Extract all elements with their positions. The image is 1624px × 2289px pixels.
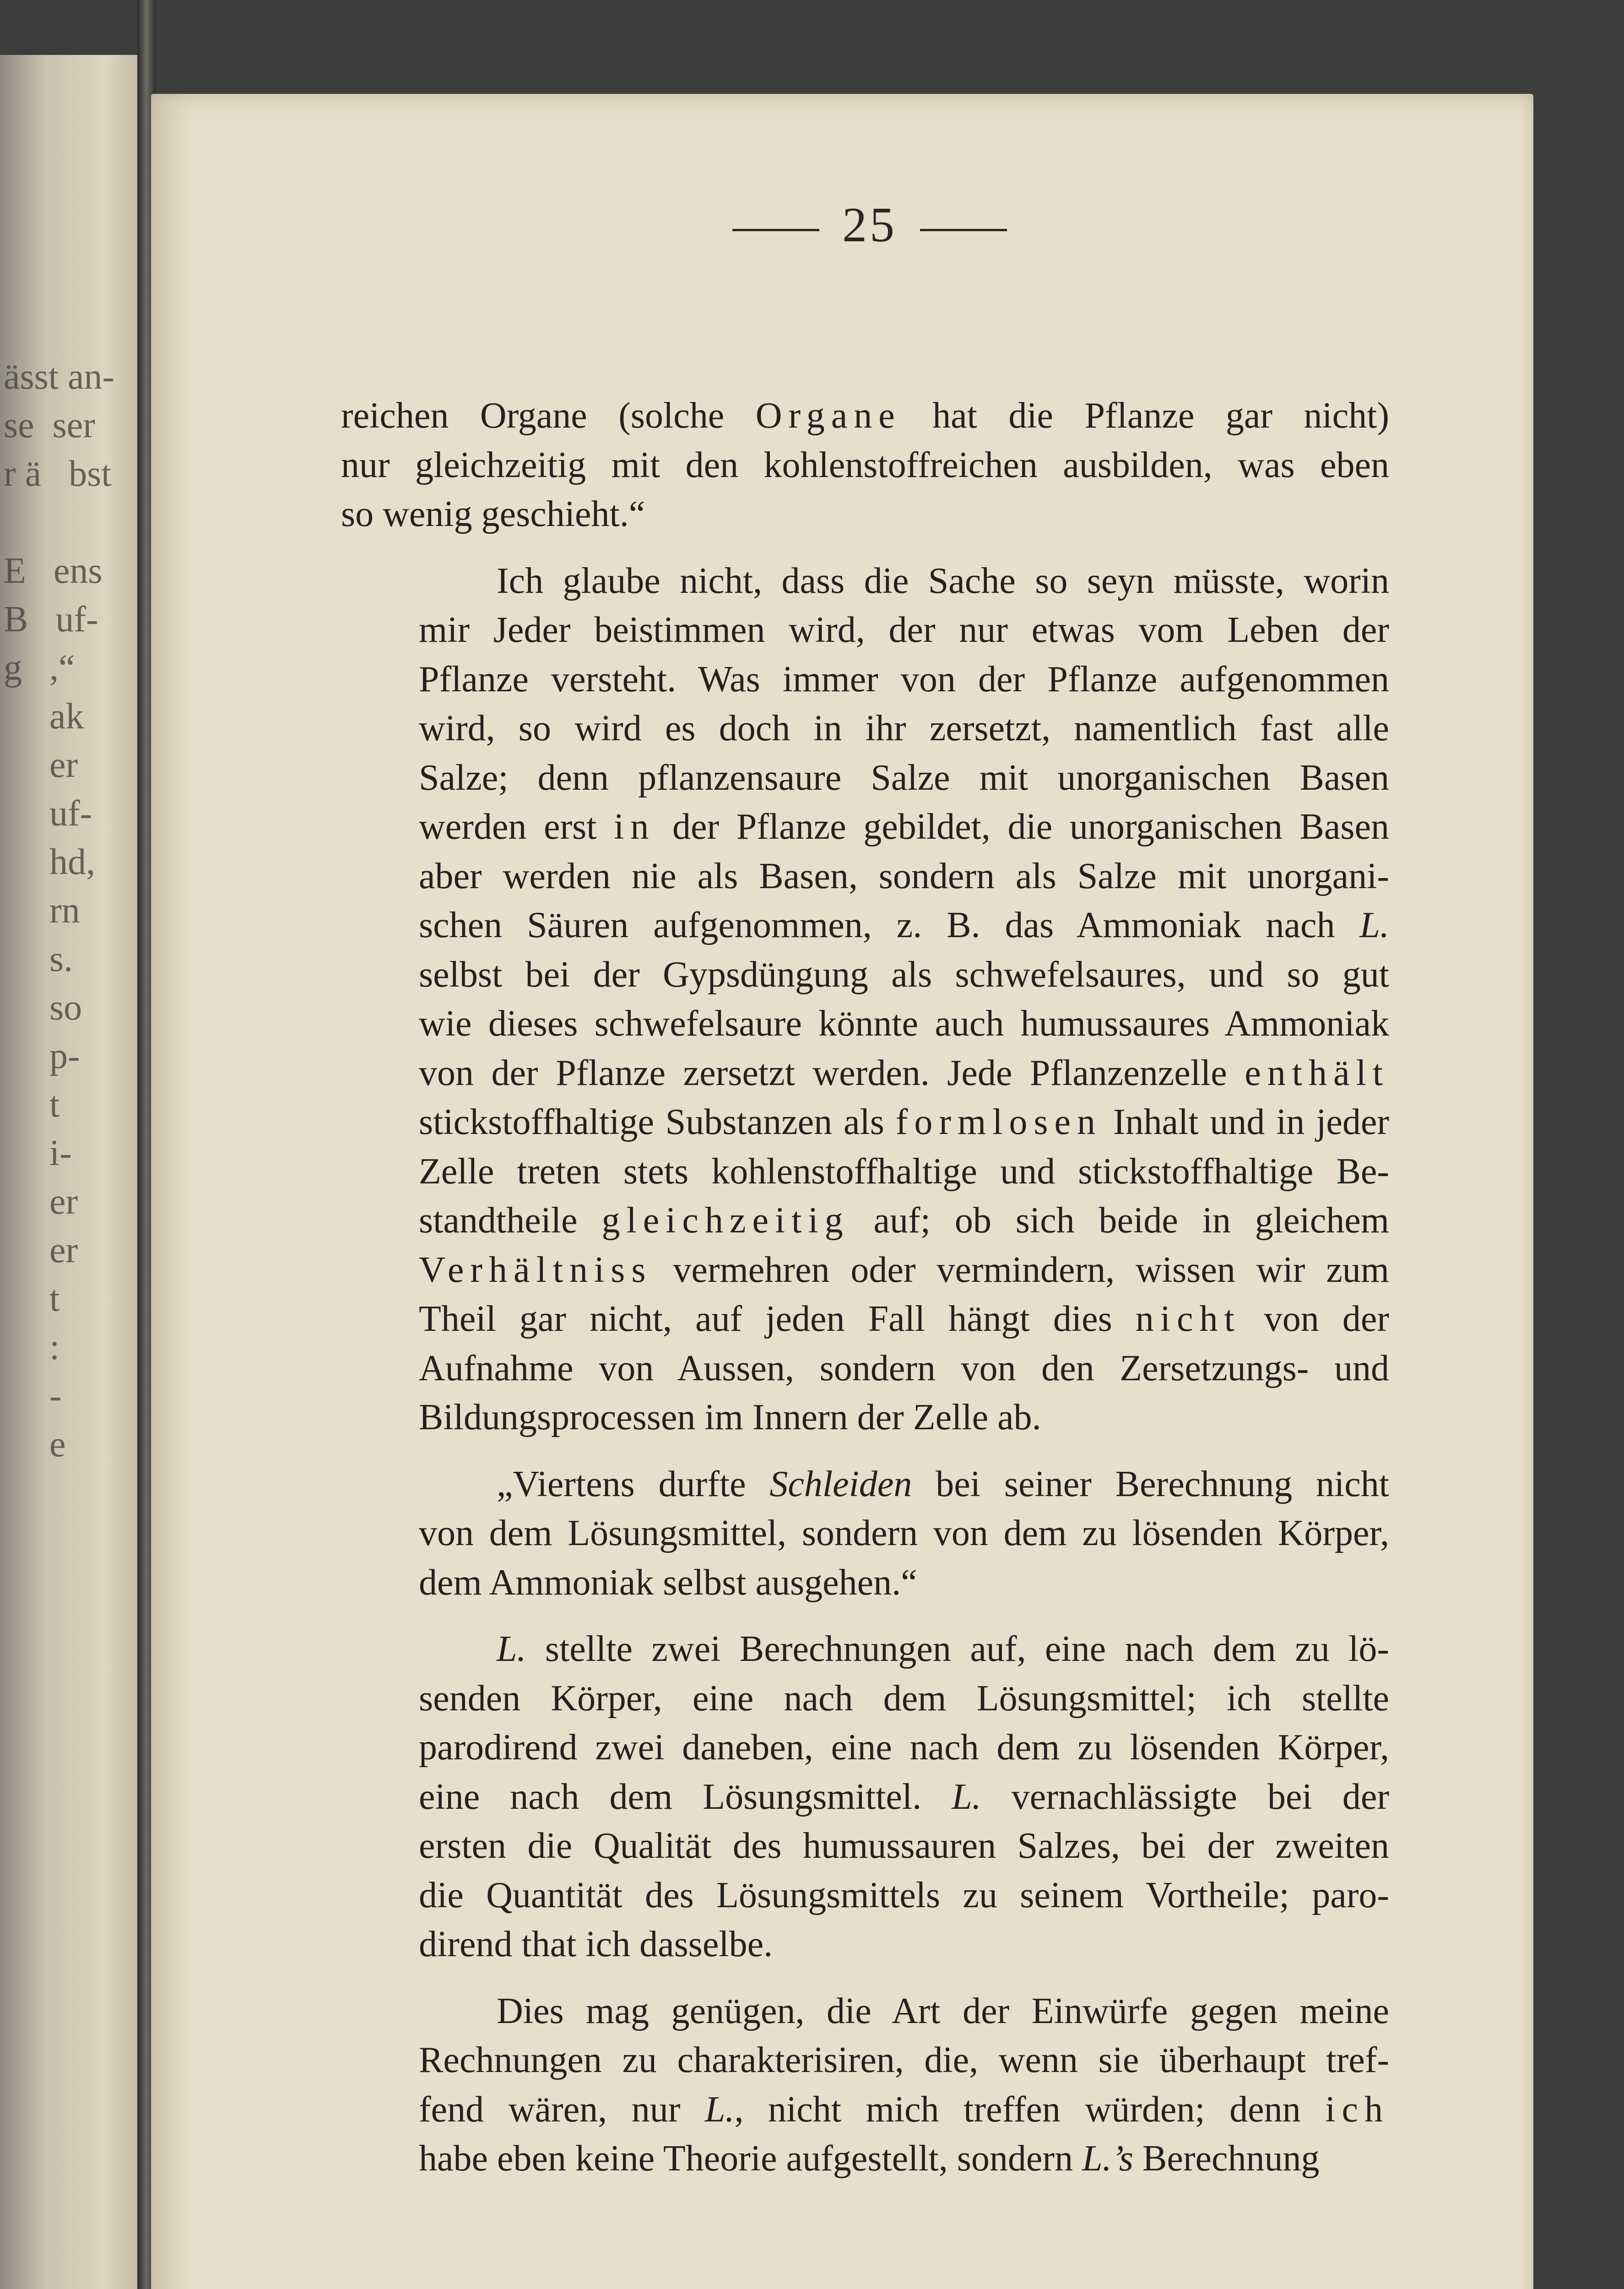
text-line: von der Pflanze zersetzt werden. Jede Pflanzenzelle enthält bbox=[419, 1052, 1389, 1093]
italic-name: L.’s bbox=[1082, 2138, 1134, 2179]
italic-name: L. bbox=[952, 1776, 981, 1817]
text-line: von dem Lösungsmittel, sondern von dem zu lösenden Körper, bbox=[419, 1513, 1389, 1553]
text-line: fend wären, nur L., nicht mich treffen würden; denn ich bbox=[419, 2089, 1389, 2130]
text-line: werden erst in der Pflanze gebildet, die unorganischen Basen bbox=[419, 807, 1390, 847]
text-line: Pflanze versteht. Was immer von der Pflanze aufgenommen bbox=[419, 659, 1389, 700]
italic-name: Schleiden bbox=[769, 1464, 912, 1504]
text-line: Theil gar nicht, auf jeden Fall hängt dies nicht von der bbox=[419, 1299, 1389, 1339]
text-line: standtheile gleichzeitig auf; ob sich beide in gleichem bbox=[419, 1200, 1389, 1241]
italic-name: L. bbox=[1359, 905, 1389, 945]
text-line: Ich glaube nicht, dass die Sache so seyn müsste, worin bbox=[497, 560, 1389, 601]
page-number-dash-left bbox=[732, 229, 819, 231]
paragraph-p5 bbox=[341, 1987, 1389, 2184]
spaced-emphasis: ich bbox=[1325, 2089, 1389, 2130]
text-line: Salze; denn pflanzensaure Salze mit unorganischen Basen bbox=[419, 757, 1389, 798]
text-line: die Quantität des Lösungsmittels zu seinem Vortheile; paro- bbox=[419, 1875, 1389, 1915]
paragraph-p1 bbox=[341, 391, 1389, 539]
italic-name: L. bbox=[497, 1629, 526, 1669]
text-line: ersten die Qualität des humussauren Salzes, bei der zweiten bbox=[419, 1826, 1389, 1866]
text-line: nur gleichzeitig mit den kohlenstoffreichen ausbilden, was eben bbox=[341, 445, 1389, 485]
text-line: stickstoffhaltige Substanzen als formlosen Inhalt und in jeder bbox=[419, 1102, 1389, 1142]
page-number-value: 25 bbox=[842, 198, 897, 252]
spaced-emphasis: formlosen bbox=[895, 1102, 1102, 1142]
text-line: L. stellte zwei Berechnungen auf, eine nach dem zu lö- bbox=[497, 1629, 1389, 1669]
text-line: Verhältniss vermehren oder vermindern, wissen wir zum bbox=[419, 1249, 1389, 1290]
text-line: dirend that ich dasselbe. bbox=[419, 1924, 773, 1964]
text-line: aber werden nie als Basen, sondern als Salze mit unorgani- bbox=[419, 856, 1389, 896]
paragraph-p2 bbox=[341, 557, 1389, 1443]
text-line: eine nach dem Lösungsmittel. L. vernachlässigte bei der bbox=[419, 1776, 1390, 1817]
text-line: selbst bei der Gypsdüngung als schwefelsaures, und so gut bbox=[419, 954, 1389, 995]
spaced-emphasis: enthält bbox=[1245, 1052, 1389, 1093]
text-line: „Viertens durfte Schleiden bei seiner Berechnung nicht bbox=[497, 1464, 1390, 1504]
page-number-dash-right bbox=[920, 229, 1007, 231]
text-line: wie dieses schwefelsaure könnte auch humussaures Ammoniak bbox=[419, 1003, 1389, 1044]
text-line: mir Jeder beistimmen wird, der nur etwas vom Leben der bbox=[419, 610, 1389, 650]
spaced-emphasis: Organe bbox=[755, 396, 901, 436]
facing-page-bleed-text: ässt an- se ser r ä bst E ens B uf- g ,“ ak er uf- hd, rn s. so p- t i- er er t : - e bbox=[4, 357, 115, 1465]
spaced-emphasis: in bbox=[614, 807, 655, 847]
italic-name: L. bbox=[704, 2089, 735, 2130]
text-line: dem Ammoniak selbst ausgehen.“ bbox=[419, 1562, 917, 1603]
text-line: habe eben keine Theorie aufgestellt, sondern L.’s Berechnung bbox=[419, 2138, 1320, 2179]
text-line: so wenig geschieht.“ bbox=[341, 494, 645, 534]
spaced-emphasis: gleichzeitig bbox=[601, 1200, 850, 1241]
paragraph-p3 bbox=[341, 1460, 1389, 1608]
text-line: schen Säuren aufgenommen, z. B. das Ammoniak nach L. bbox=[419, 905, 1389, 945]
spaced-emphasis: nicht bbox=[1135, 1299, 1241, 1339]
facing-page-edge bbox=[0, 55, 151, 2289]
body-text bbox=[341, 391, 1389, 2201]
text-line: Rechnungen zu charakterisiren, die, wenn sie überhaupt tref- bbox=[419, 2040, 1389, 2080]
text-line: Dies mag genügen, die Art der Einwürfe gegen meine bbox=[497, 1991, 1389, 2031]
page-number bbox=[687, 197, 1053, 254]
text-line: wird, so wird es doch in ihr zersetzt, namentlich fast alle bbox=[419, 708, 1389, 749]
paragraph-p4 bbox=[341, 1625, 1389, 1969]
text-line: parodirend zwei daneben, eine nach dem zu lösenden Körper, bbox=[419, 1727, 1389, 1768]
text-line: Aufnahme von Aussen, sondern von den Zersetzungs- und bbox=[419, 1348, 1389, 1389]
text-line: senden Körper, eine nach dem Lösungsmittel; ich stellte bbox=[419, 1678, 1389, 1719]
text-line: Bildungsprocessen im Innern der Zelle ab. bbox=[419, 1397, 1041, 1437]
text-line: reichen Organe (solche Organe hat die Pflanze gar nicht) bbox=[341, 396, 1390, 436]
text-line: Zelle treten stets kohlenstoffhaltige und stickstoffhaltige Be- bbox=[419, 1151, 1389, 1192]
spaced-emphasis: Verhältniss bbox=[419, 1249, 652, 1290]
